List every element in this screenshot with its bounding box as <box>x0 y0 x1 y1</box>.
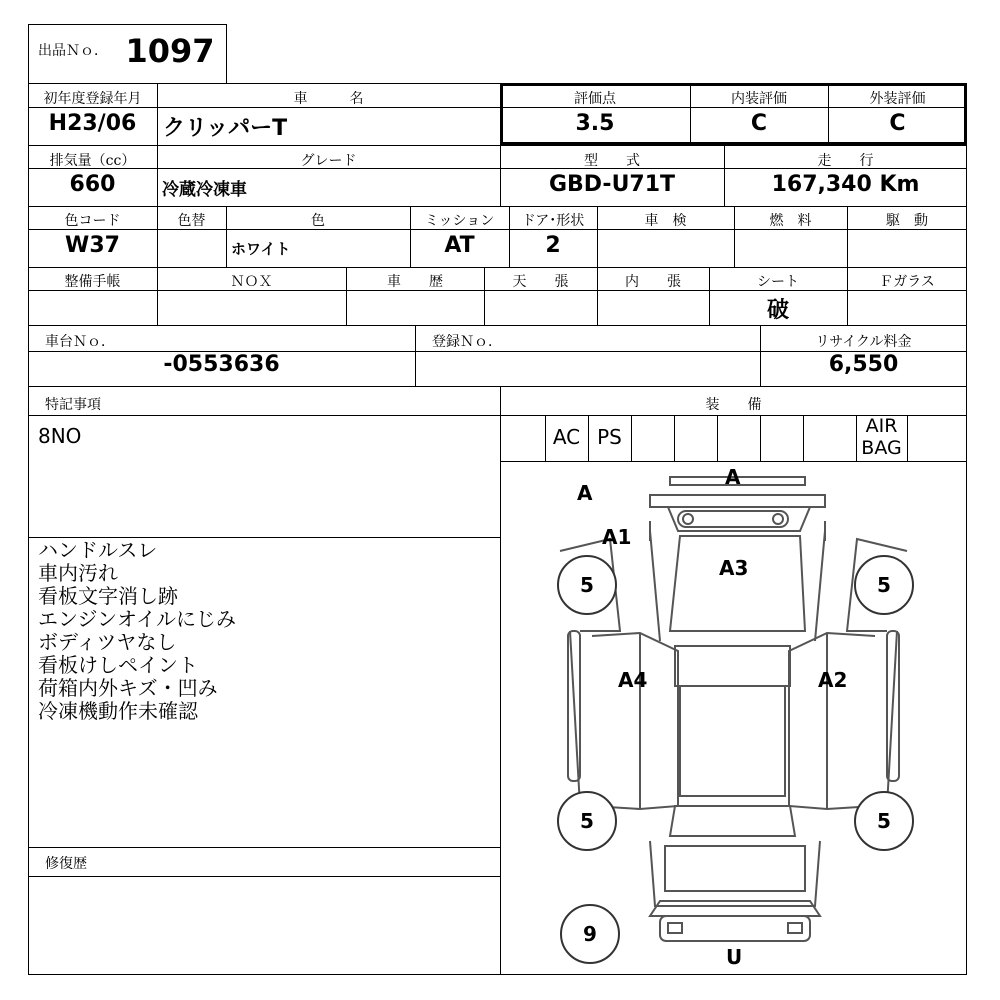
drive-label: 駆 動 <box>886 213 928 229</box>
manual-label: 整備手帳 <box>64 274 121 290</box>
fglass-label: Ｆガラス <box>879 274 935 290</box>
note-line: 冷凍機動作未確認 <box>38 699 198 723</box>
seat-value: 破 <box>766 298 789 323</box>
lot-label: 出品Ｎｏ． <box>38 43 108 59</box>
car-name-label: 車 名 <box>293 91 364 107</box>
regno-label: 登録Ｎｏ． <box>432 334 502 350</box>
inner-label: 内 張 <box>625 274 681 290</box>
note-line: エンジンオイルにじみ <box>38 607 236 631</box>
equipment-airbag: AIR BAG <box>861 415 902 459</box>
grade-value: 冷蔵冷凍車 <box>162 180 247 200</box>
color-value: ホワイト <box>231 240 291 258</box>
first-reg-value: H23/06 <box>48 111 137 136</box>
door-label: ドア･形状 <box>521 213 585 229</box>
mark-a-left: A <box>577 481 593 505</box>
nox-label: ＮＯＸ <box>230 274 273 290</box>
color-label: 色 <box>311 213 325 229</box>
notes-list <box>38 539 236 723</box>
recycle-value: 6,550 <box>828 352 899 377</box>
mileage-value: 167,340 Km <box>771 172 920 197</box>
note-line: 荷箱内外キズ・凹み <box>38 676 218 700</box>
displacement-value: 660 <box>69 172 116 197</box>
equipment-ac: AC <box>552 425 581 449</box>
score-label: 評価点 <box>574 91 616 107</box>
grade-label: グレード <box>300 153 357 169</box>
tire-rear-right: 5 <box>854 791 914 851</box>
tire-front-right: 5 <box>854 555 914 615</box>
chassis-value: -0553636 <box>163 352 280 377</box>
score-value: 3.5 <box>575 111 615 136</box>
mark-a3: A3 <box>719 556 749 580</box>
note-line: 車内汚れ <box>38 561 118 585</box>
tire-rear-left: 5 <box>557 791 617 851</box>
note-line: ボディツヤなし <box>38 630 177 654</box>
model-label: 型 式 <box>584 153 640 169</box>
chassis-label: 車台Ｎｏ． <box>45 334 115 350</box>
mark-u: U <box>726 945 743 969</box>
exterior-value: C <box>889 111 906 136</box>
mileage-label: 走 行 <box>817 153 874 169</box>
tire-spare: 9 <box>560 904 620 964</box>
notes-top: 8NO <box>38 424 82 448</box>
note-line: ハンドルスレ <box>38 538 158 562</box>
first-reg-label: 初年度登録年月 <box>43 91 142 107</box>
equipment-ps: PS <box>597 425 622 449</box>
equipment-label: 装 備 <box>705 397 762 413</box>
mark-a2: A2 <box>818 668 848 692</box>
fuel-label: 燃 料 <box>769 213 812 229</box>
mission-value: AT <box>444 233 475 258</box>
inspection-label: 車 検 <box>644 213 687 229</box>
color-change-label: 色替 <box>177 213 206 229</box>
exterior-label: 外装評価 <box>869 91 926 107</box>
interior-label: 内装評価 <box>731 91 787 107</box>
roof-label: 天 張 <box>512 274 569 290</box>
color-code-value: W37 <box>65 233 120 258</box>
note-line: 看板けしペイント <box>38 653 198 677</box>
history-label: 車 歴 <box>387 274 443 290</box>
tire-front-left: 5 <box>557 555 617 615</box>
notes-label: 特記事項 <box>45 397 101 413</box>
note-line: 看板文字消し跡 <box>38 584 178 608</box>
car-name-value: クリッパーT <box>163 116 288 141</box>
mark-a4: A4 <box>618 668 648 692</box>
interior-value: C <box>750 111 768 136</box>
mark-a1: A1 <box>602 525 632 549</box>
repair-label: 修復歴 <box>45 856 87 872</box>
model-value: GBD-U71T <box>548 172 676 197</box>
displacement-label: 排気量（cc） <box>49 153 136 169</box>
lot-number: 1097 <box>125 32 215 70</box>
vehicle-diagram <box>500 461 967 975</box>
mission-label: ミッション <box>424 213 495 229</box>
mark-a-top: A <box>725 465 741 489</box>
color-code-label: 色コード <box>64 213 121 229</box>
door-value: 2 <box>545 233 561 258</box>
recycle-label: リサイクル料金 <box>815 334 912 350</box>
seat-label: シート <box>757 274 799 290</box>
